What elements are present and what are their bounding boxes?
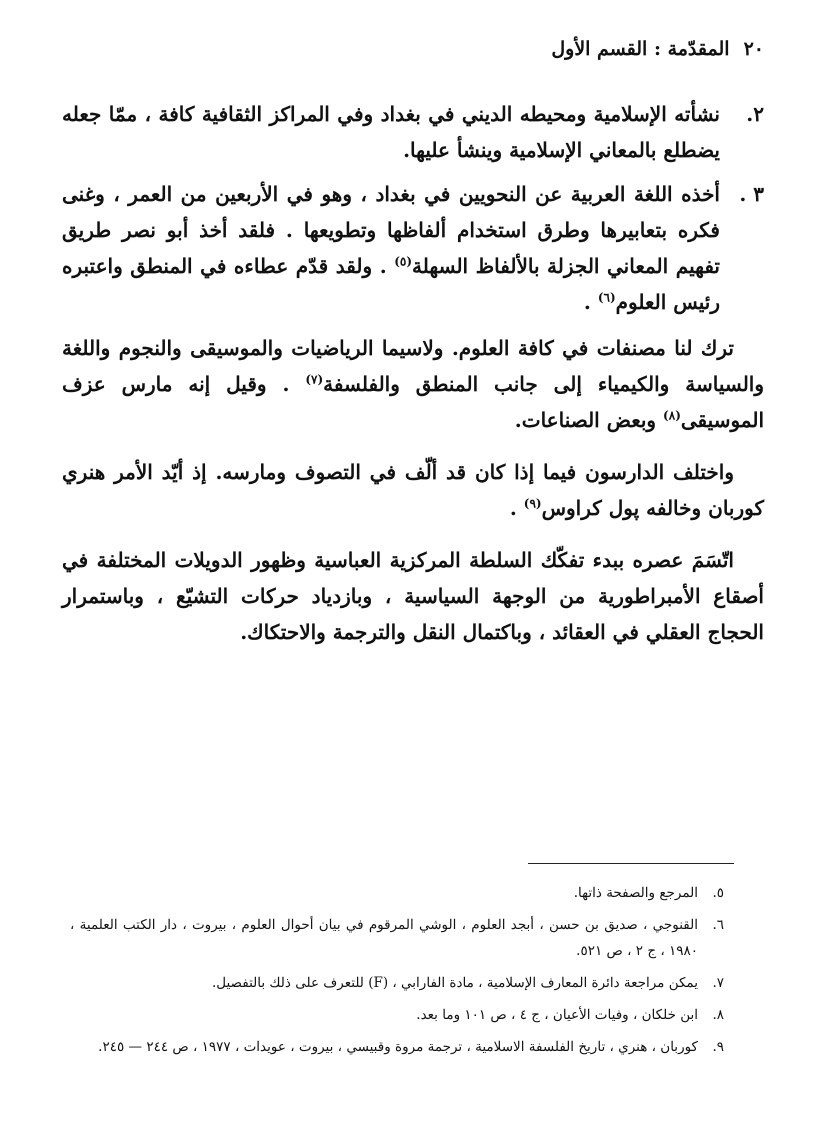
list-item-2: [62, 96, 764, 168]
footnote-ref: (٨): [663, 408, 681, 423]
paragraph-text: .: [509, 496, 517, 520]
footnote: [70, 912, 724, 964]
footnote-number: ٥.: [712, 885, 724, 901]
item-text-part: .: [583, 290, 591, 314]
item-number: ٢.: [746, 102, 764, 126]
item-text-part: . ولقد قدّم عطاءه في المنطق واعتبره رئيس العلوم: [62, 254, 720, 314]
paragraph: [62, 330, 764, 438]
footnote: [70, 880, 724, 906]
footnote-text: يمكن مراجعة دائرة المعارف الإسلامية ، مادة الفارابي ، (F) للتعرف على ذلك بالتفصيل.: [211, 975, 698, 991]
footnote-number: ٨.: [712, 1007, 724, 1023]
main-text: [62, 96, 764, 666]
item-text: [62, 176, 720, 320]
footnote-ref: (٦): [597, 290, 616, 305]
footnotes: [70, 880, 724, 1066]
paragraph-text: وبعض الصناعات.: [514, 408, 657, 432]
footnote-number: ٩.: [712, 1039, 724, 1055]
footnote-ref: (٩): [523, 496, 542, 511]
item-text-part: أخذه اللغة العربية عن النحويين في بغداد ، وهو في الأربعين من العمر ، وغنى فكره بتعابيرها وطرق استخدام ألفاظها وتطويعها . فلقد أخذ أبو نصر طريق تفهيم المعاني الجزلة بالألفاظ السهلة: [62, 182, 721, 278]
running-header: [60, 38, 764, 66]
paragraph-text: واختلف الدارسون فيما إذا كان قد ألّف في التصوف ومارسه. إذ أيّد الأمر هنري كوربان وخالفه پول كراوس: [62, 460, 764, 520]
footnote-number: ٦.: [712, 917, 724, 933]
footnote: [70, 970, 724, 996]
footnote-text: القنوجي ، صديق بن حسن ، أبجد العلوم ، الوشي المرقوم في بيان أحوال العلوم ، بيروت ، دار الكتب العلمية ، ١٩٨٠ ، ج ٢ ، ص ٥٢١.: [70, 917, 698, 959]
footnote-text: المرجع والصفحة ذاتها.: [573, 885, 698, 901]
footnote-ref: (٧): [305, 372, 324, 387]
list-item-3: [62, 176, 764, 320]
footnote-number: ٧.: [712, 975, 724, 991]
paragraph-text: ترك لنا مصنفات في كافة العلوم. ولاسيما الرياضيات والموسيقى والنجوم واللغة والسياسة والكيمياء إلى جانب المنطق والفلسفة: [62, 336, 765, 396]
footnote: [70, 1002, 724, 1028]
item-text: نشأته الإسلامية ومحيطه الديني في بغداد وفي المراكز الثقافية كافة ، ممّا جعله يضطلع بالمعاني الإسلامية وينشأ عليها.: [62, 102, 720, 162]
footnote-text: ابن خلكان ، وفيات الأعيان ، ج ٤ ، ص ١٠١ وما بعد.: [416, 1007, 698, 1023]
running-title: المقدّمة : القسم الأول: [551, 38, 730, 60]
paragraph-text: اتّسَمَ عصره ببدء تفكّك السلطة المركزية العباسية وظهور الدويلات المختلفة في أصقاع الأمبراطورية من الوجهة السياسية ، وبازدياد حركات التشيّع ، وباستمرار الحجاج العقلي في العقائد ، وباكتمال النقل والترجمة والاحتكاك.: [62, 548, 764, 644]
footnote-divider: [528, 863, 734, 864]
page-number: ٢٠: [743, 38, 764, 60]
paragraph-text: . وقيل إنه مارس عزف الموسيقى: [62, 372, 764, 432]
footnote: [70, 1034, 724, 1060]
footnote-text: كوربان ، هنري ، تاريخ الفلسفة الاسلامية ، ترجمة مروة وقبيسي ، بيروت ، عويدات ، ١٩٧٧ ، ص ٢٤٤ — ٢٤٥.: [98, 1039, 698, 1055]
item-number: ٣ .: [739, 182, 764, 206]
footnote-ref: (٥): [394, 254, 413, 269]
paragraph: [62, 542, 764, 650]
paragraph: [62, 454, 764, 526]
